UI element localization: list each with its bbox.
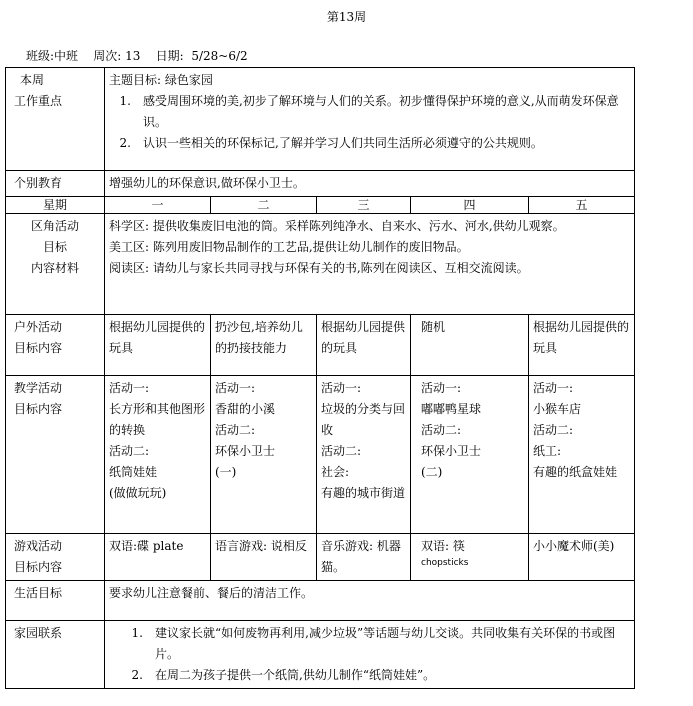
outdoor-label [6,315,105,376]
teaching-label [6,376,105,534]
activity-2-note: (一) [215,465,237,479]
row-teaching [6,376,635,534]
games-label [6,534,105,581]
weekly-plan-table [5,67,635,689]
weekday-label: 星期 [6,197,105,214]
individual-text: 增强幼儿的环保意识,做环保小卫士。 [105,171,635,197]
activity-1-label: 活动一: [321,381,362,395]
teaching-thu [411,376,529,534]
games-label-2: 目标内容 [14,560,63,574]
activity-1-label: 活动一: [215,381,256,395]
row-weekdays [6,197,635,214]
games-tue [211,534,317,581]
home-content [105,621,635,689]
activity-2-text: 社会: [321,465,350,479]
weekday-2: 二 [211,197,317,214]
row-home [6,621,635,689]
row-life [6,581,635,621]
weekday-5: 五 [529,197,635,214]
activity-2-label: 活动二: [215,423,256,437]
teaching-label-2: 目标内容 [14,402,63,416]
item-number: 2. [131,668,143,682]
row-area [6,214,635,315]
life-text: 要求幼儿注意餐前、餐后的清洁工作。 [105,581,635,621]
work-focus-label [6,68,105,171]
games-label-1: 游戏活动 [14,539,63,553]
outdoor-label-1: 户外活动 [14,320,63,334]
activity-2-text: 环保小卫士 [215,444,276,458]
game-text: 音乐游戏: 机器猫。 [321,539,401,574]
row-games [6,534,635,581]
activity-1-text: 香甜的小溪 [215,402,276,416]
activity-2-label: 活动二: [321,444,362,458]
reading-area: 阅读区: 请幼儿与家长共同寻找与环保有关的书,陈列在阅读区、互相交流阅读。 [109,261,529,275]
row-work-focus [6,68,635,171]
activity-1-label: 活动一: [533,381,574,395]
weekday-4: 四 [411,197,529,214]
outdoor-mon: 根据幼儿园提供的玩具 [105,315,211,376]
item-text: 在周二为孩子提供一个纸筒,供幼儿制作“纸筒娃娃”。 [155,668,436,682]
theme-goal: 主题目标: 绿色家园 [109,73,213,87]
teaching-tue [211,376,317,534]
outdoor-fri: 根据幼儿园提供的玩具 [529,315,635,376]
activity-2-label: 活动二: [533,423,574,437]
activity-2-note: 有趣的纸盒娃娃 [533,465,618,479]
activity-2-label: 活动二: [421,423,462,437]
outdoor-tue: 扔沙包,培养幼儿的扔接技能力 [211,315,317,376]
row-outdoor [6,315,635,376]
class-info-line: 班级:中班 周次: 13 日期: 5/28~6/2 [26,49,248,63]
activity-1-text: 垃圾的分类与回收 [321,402,406,437]
weekday-1: 一 [105,197,211,214]
area-label-2: 目标 [42,240,67,254]
games-thu [411,534,529,581]
activity-1-text: 小猴车店 [533,402,582,416]
activity-1-label: 活动一: [109,381,150,395]
row-individual [6,171,635,197]
item-number: 2. [119,136,131,150]
activity-2-text: 环保小卫士 [421,444,482,458]
teaching-wed [317,376,411,534]
item-number: 1. [119,94,131,108]
area-label-1: 区角活动 [30,219,79,233]
work-focus-item [109,133,630,154]
activity-2-note: (二) [421,465,443,479]
page-title: 第13周 [326,10,367,24]
games-mon [105,534,211,581]
home-label: 家园联系 [6,621,105,689]
game-text: 双语:碟 plate [109,539,184,553]
teaching-label-1: 教学活动 [14,381,63,395]
item-text: 认识一些相关的环保标记,了解并学习人们共同生活所必须遵守的公共规则。 [143,136,543,150]
work-focus-label-1: 本周 [20,73,45,87]
outdoor-thu: 随机 [411,315,529,376]
area-label [6,214,105,315]
games-fri [529,534,635,581]
teaching-fri [529,376,635,534]
individual-label: 个别教育 [6,171,105,197]
activity-2-label: 活动二: [109,444,150,458]
game-text: 双语: 筷 [421,539,465,553]
item-text: 感受周围环境的美,初步了解环境与人们的关系。初步懂得保护环境的意义,从而萌发环保意识。 [143,94,619,129]
activity-1-text: 长方形和其他图形的转换 [109,402,206,437]
activity-2-text: 纸筒娃娃 [109,465,158,479]
home-item [109,623,630,665]
outdoor-wed: 根据幼儿园提供的玩具 [317,315,411,376]
work-focus-content [105,68,635,171]
area-content [105,214,635,315]
item-number: 1. [131,626,143,640]
item-text: 建议家长就“如何废物再利用,减少垃圾”等话题与幼儿交谈。共同收集有关环保的书或图片。 [155,626,616,661]
work-focus-item [109,91,630,133]
science-area: 科学区: 提供收集废旧电池的筒。采样陈列纯净水、自来水、污水、河水,供幼儿观察。 [109,219,565,233]
activity-1-label: 活动一: [421,381,462,395]
art-area: 美工区: 陈列用废旧物品制作的工艺品,提供让幼儿制作的废旧物品。 [109,240,469,254]
life-label: 生活目标 [6,581,105,621]
activity-2-note: (做做玩玩) [109,486,167,500]
game-text: 语言游戏: 说相反 [215,539,307,553]
activity-2-note: 有趣的城市街道 [321,486,406,500]
outdoor-label-2: 目标内容 [14,341,63,355]
area-label-3: 内容材料 [30,261,79,275]
home-item [109,665,630,686]
work-focus-label-2: 工作重点 [14,94,63,108]
weekday-3: 三 [317,197,411,214]
teaching-mon [105,376,211,534]
game-text: 小小魔术师(美) [533,539,615,553]
activity-2-text: 纸工: [533,444,562,458]
game-subtext: chopsticks [421,558,469,568]
activity-1-text: 嘟嘟鸭星球 [421,402,482,416]
games-wed [317,534,411,581]
